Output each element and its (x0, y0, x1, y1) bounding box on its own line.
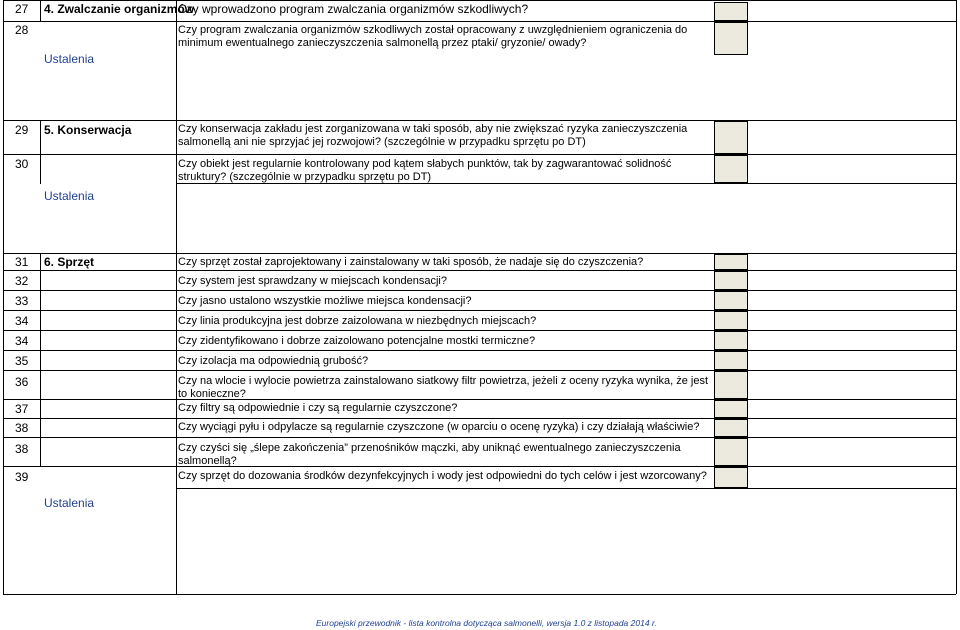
question-text: Czy jasno ustalono wszystkie możliwe miejsca kondensacji? (178, 295, 472, 307)
answer-box[interactable] (714, 254, 748, 270)
ustalenia-label: Ustalenia (44, 52, 95, 66)
row-number: 34 (15, 334, 29, 348)
row-number: 38 (15, 421, 29, 435)
answer-box[interactable] (714, 271, 748, 290)
row-number: 39 (15, 470, 29, 484)
row-number: 35 (15, 354, 29, 368)
answer-box[interactable] (714, 438, 748, 466)
answer-box[interactable] (714, 2, 748, 21)
answer-box[interactable] (714, 371, 748, 399)
row-divider (3, 154, 956, 155)
row-divider (3, 350, 956, 351)
row-number: 34 (15, 314, 29, 328)
row-divider (3, 310, 956, 311)
question-text: Czy wprowadzono program zwalczania organizmów szkodliwych? (178, 2, 529, 16)
question-text: Czy na wlocie i wylocie powietrza zainstalowano siatkowy filtr powietrza, jeżeli z oceny ryzyka wynika, że jest to konieczne? (178, 375, 709, 400)
row-divider (3, 418, 956, 419)
row-divider (3, 437, 956, 438)
column-divider (40, 0, 41, 22)
answer-box[interactable] (714, 400, 748, 418)
row-number: 29 (15, 123, 29, 137)
question-text: Czy czyści się „ślepe zakończenia” przenośników mączki, aby uniknąć ewentualnego zanieczyszczenia salmonellą? (178, 442, 681, 467)
section-title: 6. Sprzęt (44, 255, 95, 269)
row-number: 38 (15, 442, 29, 456)
question-text: Czy konserwacja zakładu jest zorganizowana w taki sposób, aby nie zwiększać ryzyka zanieczyszczenia salmonellą ani nie sprzyjać jej rozwojowi? (szczególnie w przypadku sprzętu po DT) (178, 123, 688, 148)
answer-box[interactable] (714, 311, 748, 330)
answer-box[interactable] (714, 419, 748, 437)
section-title: 4. Zwalczanie organizmów (44, 2, 195, 16)
table-left-border (3, 0, 4, 594)
column-divider (40, 253, 41, 466)
ustalenia-label: Ustalenia (44, 189, 95, 203)
ustalenia-label: Ustalenia (44, 496, 95, 510)
row-divider (3, 270, 956, 271)
question-text: Czy wyciągi pyłu i odpylacze są regularnie czyszczone (w oparciu o ocenę ryzyka) i czy działają właściwie? (178, 421, 700, 433)
row-number: 36 (15, 375, 29, 389)
table-bottom-border (3, 594, 956, 595)
row-divider (3, 330, 956, 331)
row-divider (3, 120, 956, 121)
answer-box[interactable] (714, 291, 748, 310)
row-number: 32 (15, 274, 29, 288)
question-text: Czy filtry są odpowiednie i czy są regularnie czyszczone? (178, 402, 458, 414)
row-divider (3, 253, 956, 254)
row-number: 37 (15, 402, 29, 416)
question-text: Czy zidentyfikowano i dobrze zaizolowano potencjalne mostki termiczne? (178, 335, 536, 347)
answer-box[interactable] (714, 155, 748, 183)
column-divider (40, 120, 41, 184)
answer-box[interactable] (714, 467, 748, 488)
row-divider (3, 290, 956, 291)
answer-box[interactable] (714, 331, 748, 350)
page-footer: Europejski przewodnik - lista kontrolna dotycząca salmonelli, wersja 1.0 z listopada 2014 r. (316, 618, 657, 628)
row-divider (3, 21, 956, 22)
section-title: 5. Konserwacja (44, 123, 132, 137)
answer-box[interactable] (714, 351, 748, 370)
question-text: Czy obiekt jest regularnie kontrolowany pod kątem słabych punktów, tak by zagwarantować solidność struktury? (szczególnie w przypadku sprzętu po DT) (178, 158, 672, 183)
row-divider (176, 488, 956, 489)
question-text: Czy sprzęt został zaprojektowany i zainstalowany w taki sposób, że nadaje się do czyszczenia? (178, 256, 644, 268)
question-text: Czy system jest sprawdzany w miejscach kondensacji? (178, 275, 447, 287)
column-divider (176, 0, 177, 594)
row-divider (3, 0, 956, 1)
question-text: Czy izolacja ma odpowiednią grubość? (178, 355, 369, 367)
question-text: Czy program zwalczania organizmów szkodliwych został opracowany z uwzględnieniem ograniczenia do minimum ewentualnego zanieczyszczenia salmonellą przez ptaki/ gryzonie/ owady? (178, 24, 688, 49)
row-divider (3, 370, 956, 371)
row-number: 31 (15, 255, 29, 269)
row-number: 28 (15, 23, 29, 37)
row-number: 33 (15, 294, 29, 308)
answer-box[interactable] (714, 22, 748, 55)
answer-box[interactable] (714, 121, 748, 154)
question-text: Czy linia produkcyjna jest dobrze zaizolowana w niezbędnych miejscach? (178, 315, 537, 327)
table-right-border (956, 0, 957, 594)
row-number: 30 (15, 157, 29, 171)
row-number: 27 (15, 2, 29, 16)
question-text: Czy sprzęt do dozowania środków dezynfekcyjnych i wody jest odpowiedni do tych celów i jest wzorcowany? (178, 470, 707, 482)
